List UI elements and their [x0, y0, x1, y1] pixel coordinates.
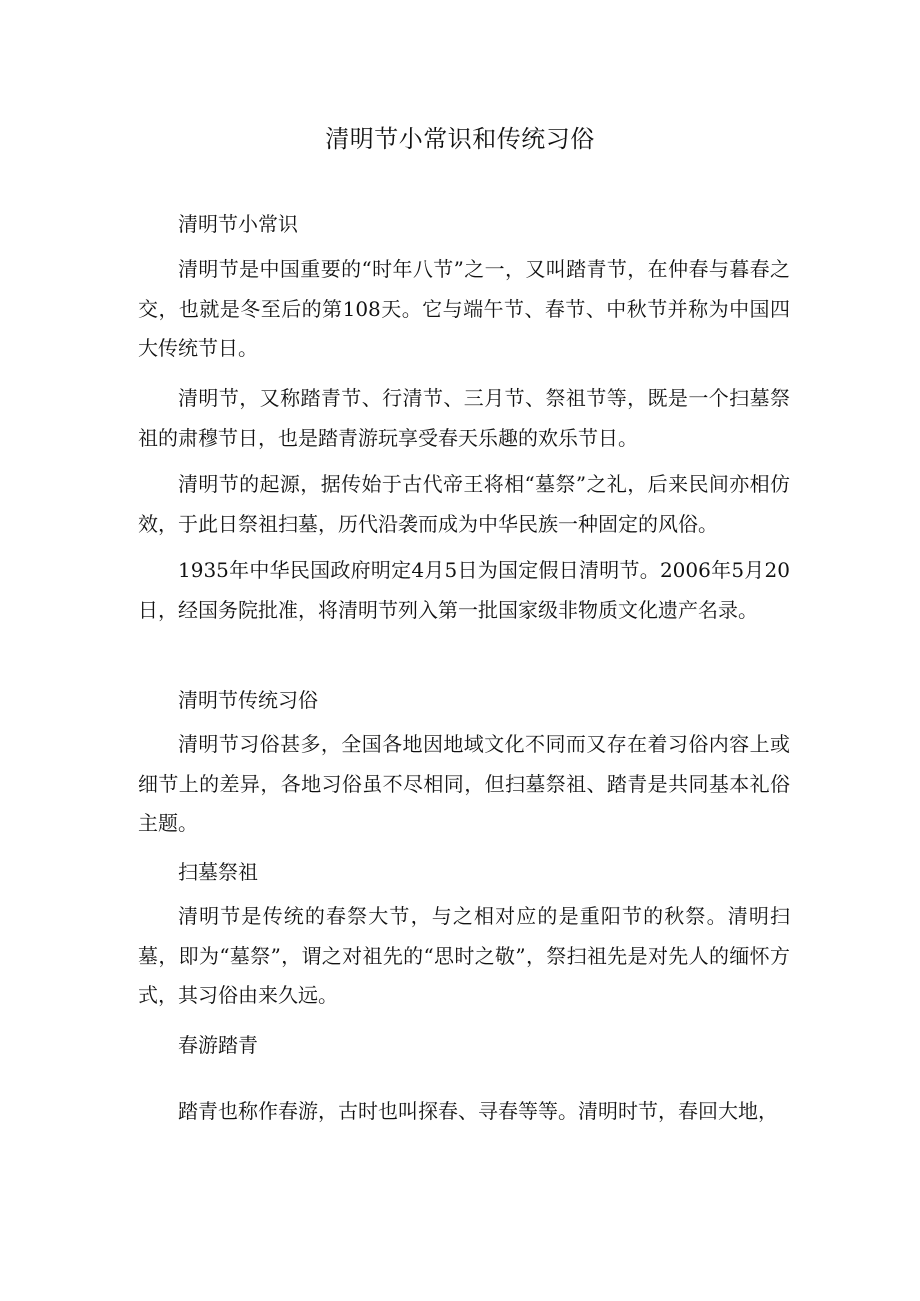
paragraph-festival-intro: 清明节是中国重要的“时年八节”之一，又叫踏青节，在仲春与暮春之交，也就是冬至后的第108天。它与端午节、春节、中秋节并称为中国四大传统节日。: [138, 257, 790, 360]
paragraph-festival-origin: 清明节的起源，据传始于古代帝王将相“墓祭”之礼，后来民间亦相仿效，于此日祭祖扫墓，历代沿袭而成为中华民族一种固定的风俗。: [138, 472, 790, 536]
subsection-heading-tomb-sweeping: 扫墓祭祖: [178, 860, 258, 884]
section-heading-knowledge: 清明节小常识: [178, 212, 298, 236]
paragraph-customs-intro: 清明节习俗甚多，全国各地因地域文化不同而又存在着习俗内容上或细节上的差异，各地习俗虽不尽相同，但扫墓祭祖、踏青是共同基本礼俗主题。: [138, 732, 790, 835]
subsection-heading-spring-outing: 春游踏青: [178, 1033, 258, 1057]
paragraph-spring-outing: 踏青也称作春游，古时也叫探春、寻春等等。清明时节，春回大地，: [178, 1099, 778, 1123]
paragraph-festival-names: 清明节，又称踏青节、行清节、三月节、祭祖节等，既是一个扫墓祭祖的肃穆节日，也是踏青游玩享受春天乐趣的欢乐节日。: [138, 386, 790, 450]
document-title: 清明节小常识和传统习俗: [325, 125, 595, 153]
paragraph-tomb-sweeping: 清明节是传统的春祭大节，与之相对应的是重阳节的秋祭。清明扫墓，即为“墓祭”，谓之对祖先的“思时之敬”，祭扫祖先是对先人的缅怀方式，其习俗由来久远。: [138, 904, 790, 1007]
section-heading-customs: 清明节传统习俗: [178, 688, 318, 712]
paragraph-festival-history: 1935年中华民国政府明定4月5日为国定假日清明节。2006年5月20日，经国务院批准，将清明节列入第一批国家级非物质文化遗产名录。: [138, 558, 790, 622]
